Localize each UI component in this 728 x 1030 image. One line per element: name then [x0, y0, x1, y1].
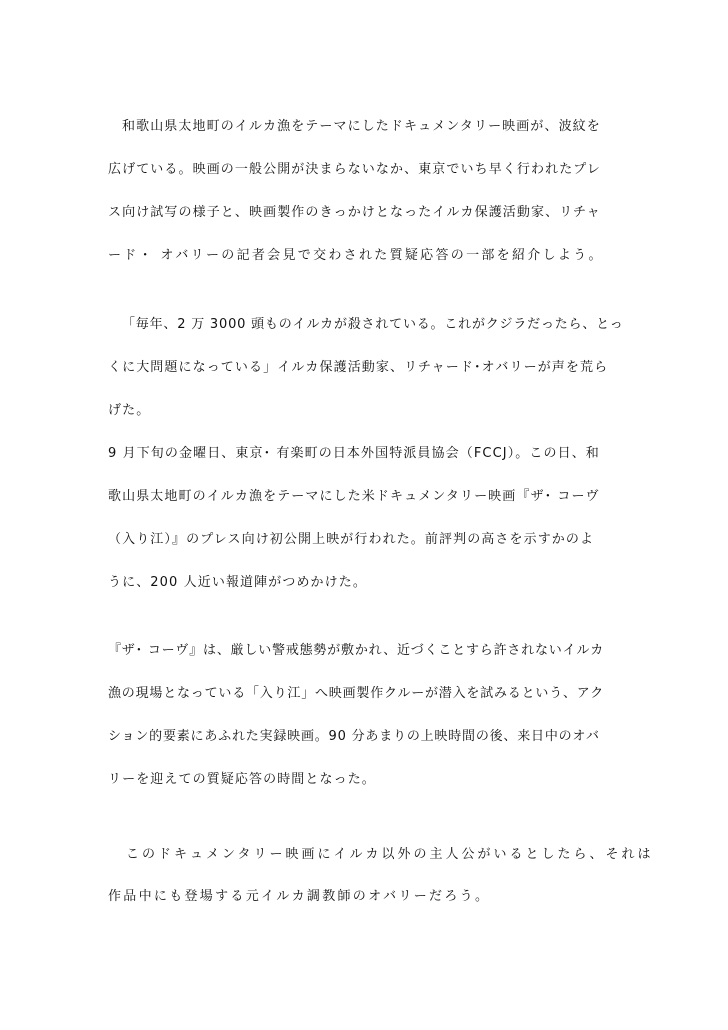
paragraph-1-line-3: ス向け試写の様子と、映画製作のきっかけとなったイルカ保護活動家、リチャ — [108, 205, 601, 220]
paragraph-5-line-2: 作品中にも登場する元イルカ調教師のオバリーだろう。 — [108, 889, 491, 904]
paragraph-2-line-3: げた。 — [108, 403, 151, 418]
paragraph-2-line-1: 「毎年、2 万 3000 頭ものイルカが殺されている。これがクジラだったら、とっ — [122, 317, 624, 332]
paragraph-4-line-3: ション的要素にあふれた実録映画。90 分あまりの上映時間の後、来日中のオバ — [108, 729, 600, 744]
paragraph-1-line-2: 広げている。映画の一般公開が決まらないなか、東京でいち早く行われたプレ — [108, 162, 601, 177]
paragraph-3-line-1: 9 月下旬の金曜日、東京･ 有楽町の日本外国特派員協会（FCCJ）。この日、和 — [108, 446, 600, 461]
paragraph-4-line-4: リーを迎えての質疑応答の時間となった。 — [108, 772, 376, 787]
paragraph-2-line-2: くに大問題になっている」イルカ保護活動家、リチャード･オバリーが声を荒ら — [108, 360, 609, 375]
paragraph-3-line-3: （入り江）』のプレス向け初公開上映が行われた。前評判の高さを示すかのよ — [108, 532, 595, 547]
paragraph-1-line-4: ード・ オバリーの記者会見で交わされた質疑応答の一部を紹介しよう。 — [108, 248, 604, 263]
paragraph-4-line-2: 漁の現場となっている「入り江」へ映画製作クルーが潜入を試みるという、アク — [108, 686, 605, 701]
paragraph-3-line-2: 歌山県太地町のイルカ漁をテーマにした米ドキュメンタリー映画『ザ･ コーヴ — [108, 489, 600, 504]
paragraph-3-line-4: うに、200 人近い報道陣がつめかけた。 — [108, 575, 367, 590]
paragraph-5-line-1: このドキュメンタリー映画にイルカ以外の主人公がいるとしたら、それは — [126, 847, 654, 862]
paragraph-1-line-1: 和歌山県太地町のイルカ漁をテーマにしたドキュメンタリー映画が、波紋を — [122, 119, 601, 134]
paragraph-4-line-1: 『ザ･ コーヴ』は、厳しい警戒態勢が敷かれ、近づくことすら許されないイルカ — [108, 643, 605, 658]
